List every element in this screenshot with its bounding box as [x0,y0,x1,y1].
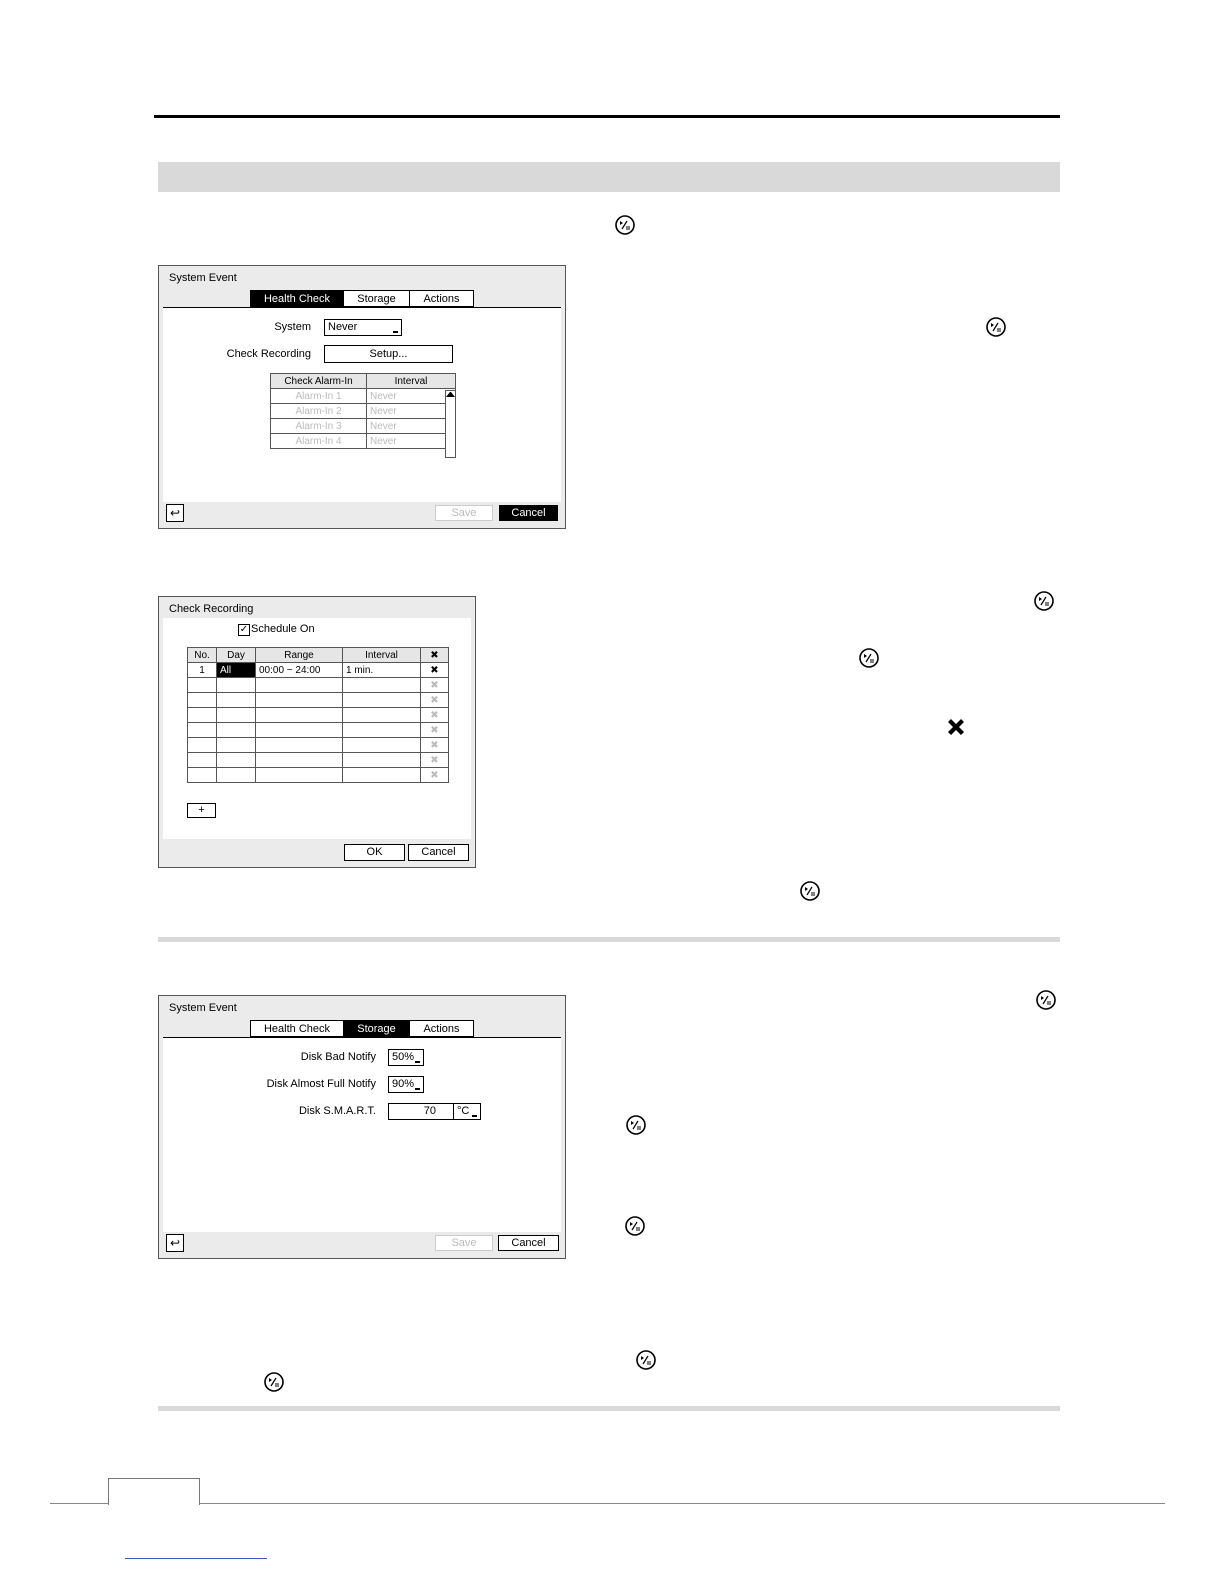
table-row[interactable] [271,434,456,449]
ok-button[interactable]: OK [344,844,405,861]
tab-storage[interactable]: Storage [343,1020,410,1037]
play-pause-button-icon [625,1114,647,1136]
delete-row-icon: ✖ [421,678,449,693]
dialog-content [163,1037,561,1232]
dialog-title: System Event [169,272,237,284]
disk-almost-full-label: Disk Almost Full Notify [266,1078,376,1090]
delete-row-icon[interactable]: ✖ [421,663,449,678]
alarm-cell: Alarm-In 3 [271,419,367,434]
alarm-cell: Alarm-In 1 [271,389,367,404]
play-pause-button-icon [1033,590,1055,612]
play-pause-button-icon [614,214,636,236]
play-pause-button-icon [858,647,880,669]
section-divider [158,937,1060,942]
table-row [188,738,449,753]
tab-actions[interactable]: Actions [409,290,474,307]
table-row [188,678,449,693]
system-event-health-check-dialog [158,265,566,529]
system-event-storage-dialog [158,995,566,1259]
section-band [158,162,1060,192]
add-row-button[interactable]: + [187,803,216,818]
day-dropdown[interactable]: All [217,663,256,678]
interval-cell[interactable]: Never [367,419,456,434]
disk-almost-full-dropdown[interactable]: 90% [388,1076,424,1093]
dialog-content [163,618,471,839]
header-rule [154,115,1060,118]
delete-row-icon: ✖ [421,768,449,783]
disk-bad-notify-label: Disk Bad Notify [300,1051,376,1063]
table-row[interactable] [271,389,456,404]
scroll-up-icon [446,392,455,397]
play-pause-button-icon [799,880,821,902]
play-pause-button-icon [263,1371,285,1393]
dialog-content [163,307,561,502]
delete-x-icon [945,716,967,738]
disk-bad-notify-dropdown[interactable]: 50% [388,1049,424,1066]
delete-all-icon[interactable]: ✖ [421,648,449,663]
table-row[interactable] [271,419,456,434]
row-number: 1 [188,663,217,678]
cancel-button[interactable]: Cancel [499,505,558,521]
footer-link-underline [125,1558,267,1559]
table-row [188,723,449,738]
save-button[interactable]: Save [435,505,493,521]
save-button[interactable]: Save [435,1235,493,1251]
disk-smart-label: Disk S.M.A.R.T. [298,1105,376,1117]
back-arrow-icon[interactable]: ↩ [166,504,184,522]
play-pause-button-icon [635,1349,657,1371]
interval-dropdown[interactable]: 1 min. [343,663,421,678]
schedule-on-label: Schedule On [251,623,315,635]
interval-cell[interactable]: Never [367,404,456,419]
section-divider [158,1406,1060,1411]
delete-row-icon: ✖ [421,693,449,708]
tab-health-check[interactable]: Health Check [250,290,344,307]
schedule-checkbox[interactable]: ✓ [239,624,249,635]
table-row [188,768,449,783]
delete-row-icon: ✖ [421,723,449,738]
tab-storage[interactable]: Storage [343,290,410,307]
dialog-title: System Event [169,1002,237,1014]
play-pause-button-icon [1035,989,1057,1011]
alarm-cell: Alarm-In 4 [271,434,367,449]
temperature-unit-dropdown[interactable]: °C [453,1103,481,1120]
table-row[interactable] [188,663,449,678]
column-header: Check Alarm-In [271,374,367,389]
footer-rule [50,1503,1165,1504]
column-header: Range [256,648,343,663]
tab-bar [250,1020,476,1038]
column-header: Interval [343,648,421,663]
play-pause-button-icon [624,1215,646,1237]
system-dropdown[interactable]: Never [324,319,402,336]
column-header: No. [188,648,217,663]
table-row [188,753,449,768]
interval-cell[interactable]: Never [367,389,456,404]
delete-row-icon: ✖ [421,753,449,768]
back-arrow-icon[interactable]: ↩ [166,1234,184,1252]
system-label: System [274,321,311,333]
column-header: Interval [367,374,456,389]
range-spinner[interactable]: 00:00 ~ 24:00 [256,663,343,678]
column-header: Day [217,648,256,663]
cancel-button[interactable]: Cancel [408,844,469,861]
tab-health-check[interactable]: Health Check [250,1020,344,1037]
tab-bar [250,290,476,308]
table-row [188,693,449,708]
alarm-in-table [270,373,456,449]
delete-row-icon: ✖ [421,738,449,753]
delete-row-icon: ✖ [421,708,449,723]
table-row [188,708,449,723]
tab-actions[interactable]: Actions [409,1020,474,1037]
check-recording-dialog [158,596,476,868]
check-recording-label: Check Recording [226,348,311,360]
disk-smart-spinner[interactable]: 70 [388,1103,454,1120]
page-number-tab [108,1478,200,1505]
play-pause-button-icon [985,316,1007,338]
alarm-cell: Alarm-In 2 [271,404,367,419]
scrollbar[interactable] [445,390,456,458]
schedule-table [187,647,449,783]
table-row[interactable] [271,404,456,419]
dialog-title: Check Recording [169,603,254,615]
cancel-button[interactable]: Cancel [498,1235,559,1251]
interval-cell[interactable]: Never [367,434,456,449]
setup-button[interactable]: Setup... [324,345,453,363]
